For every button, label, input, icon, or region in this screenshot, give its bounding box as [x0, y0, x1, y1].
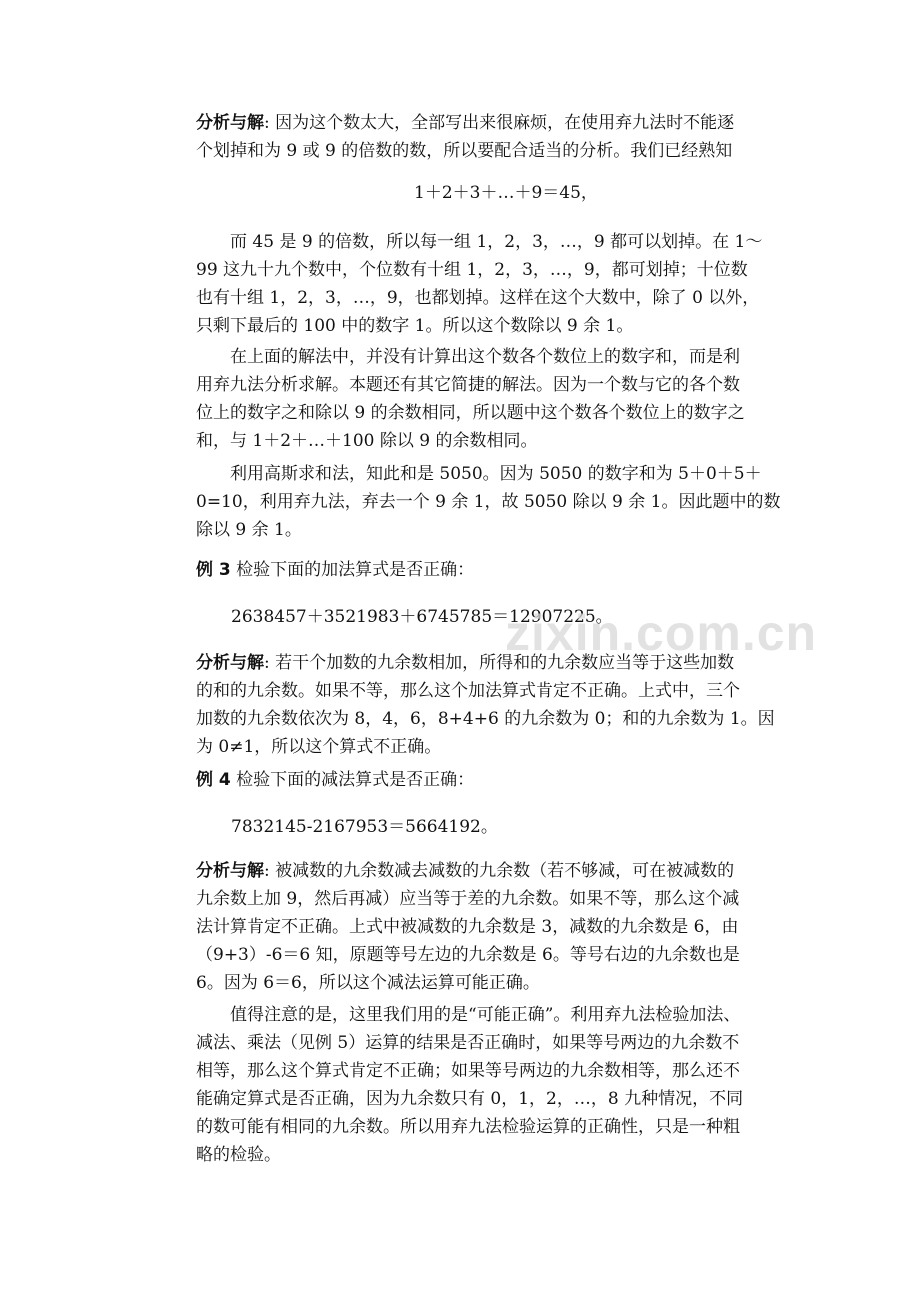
analysis-paragraph-3	[196, 857, 786, 997]
body-paragraph-2	[196, 343, 786, 455]
text-line: 利用高斯求和法，知此和是 5050。因为 5050 的数字和为 5＋0＋5＋	[196, 464, 762, 484]
example-label: 例 3	[196, 560, 231, 580]
text-line: 分析与解: 因为这个数太大，全部写出来很麻烦，在使用弃九法时不能逐	[196, 113, 735, 133]
text-line: 只剩下最后的 100 中的数字 1。所以这个数除以 9 余 1。	[196, 316, 634, 336]
text-line: 99 这九十九个数中，个位数有十组 1，2，3，…，9，都可划掉；十位数	[196, 260, 748, 280]
body-paragraph-3	[196, 460, 786, 544]
text-line: 在上面的解法中，并没有计算出这个数各个数位上的数字和，而是利	[196, 347, 740, 367]
text-line: 位上的数字之和除以 9 的余数相同，所以题中这个数各个数位上的数字之	[196, 403, 745, 423]
text-line: 个划掉和为 9 或 9 的倍数的数，所以要配合适当的分析。我们已经熟知	[196, 141, 733, 161]
text-line: 除以 9 余 1。	[196, 520, 302, 540]
example-4-heading	[196, 766, 786, 794]
formula-sum: 1＋2＋3＋…＋9＝45，	[414, 183, 598, 203]
text-line: 例 3 检验下面的加法算式是否正确：	[196, 560, 475, 580]
text-line: 和，与 1＋2＋…＋100 除以 9 的余数相同。	[196, 431, 538, 451]
body-paragraph-4	[196, 1001, 786, 1169]
text-line: 法计算肯定不正确。上式中被减数的九余数是 3，减数的九余数是 6，由	[196, 917, 739, 937]
analysis-label: 分析与解	[196, 861, 264, 881]
analysis-paragraph-2	[196, 649, 786, 761]
text-line: 0=10，利用弃九法，弃去一个 9 余 1，故 5050 除以 9 余 1。因此题中的数	[196, 492, 781, 512]
text-line: 分析与解: 若干个加数的九余数相加，所得和的九余数应当等于这些加数	[196, 653, 735, 673]
watermark: zixin.com.cn	[505, 605, 818, 661]
text-line: 的数可能有相同的九余数。所以用弃九法检验运算的正确性，只是一种粗	[196, 1117, 740, 1137]
analysis-label: 分析与解	[196, 113, 264, 133]
text-line: 加数的九余数依次为 8，4，6，8+4+6 的九余数为 0；和的九余数为 1。因	[196, 709, 775, 729]
text-line: 6。因为 6＝6，所以这个减法运算可能正确。	[196, 973, 540, 993]
text-line: 相等，那么这个算式肯定不正确；如果等号两边的九余数相等，那么还不	[196, 1061, 740, 1081]
text-line: 九余数上加 9，然后再减）应当等于差的九余数。如果不等，那么这个减	[196, 889, 740, 909]
formula-subtraction: 7832145-2167953＝5664192。	[231, 817, 498, 837]
text-line: 用弃九法分析求解。本题还有其它简捷的解法。因为一个数与它的各个数	[196, 375, 740, 395]
text-line: 值得注意的是，这里我们用的是“可能正确”。利用弃九法检验加法、	[196, 1005, 741, 1025]
example-label: 例 4	[196, 770, 231, 790]
text-line: 减法、乘法（见例 5）运算的结果是否正确时，如果等号两边的九余数不	[196, 1033, 740, 1053]
text-line: 为 0≠1，所以这个算式不正确。	[196, 737, 442, 757]
text-line: 而 45 是 9 的倍数，所以每一组 1，2，3，…，9 都可以划掉。在 1～	[196, 232, 763, 252]
text-line: 的和的九余数。如果不等，那么这个加法算式肯定不正确。上式中，三个	[196, 681, 740, 701]
analysis-paragraph-1	[196, 109, 786, 165]
formula-addition: 2638457＋3521983＋6745785＝12907225。	[231, 607, 613, 627]
analysis-label: 分析与解	[196, 653, 264, 673]
body-paragraph-1	[196, 228, 786, 340]
text-line: 分析与解: 被减数的九余数减去减数的九余数（若不够减，可在被减数的	[196, 861, 735, 881]
text-line: 也有十组 1，2，3，…，9，也都划掉。这样在这个大数中，除了 0 以外，	[196, 288, 760, 308]
text-line: 略的检验。	[196, 1145, 281, 1165]
text-line: 能确定算式是否正确，因为九余数只有 0，1，2，…，8 九种情况，不同	[196, 1089, 744, 1109]
example-3-heading	[196, 556, 786, 584]
text-line: （9+3）-6＝6 知，原题等号左边的九余数是 6。等号右边的九余数也是	[196, 945, 740, 965]
text-line: 例 4 检验下面的减法算式是否正确：	[196, 770, 475, 790]
